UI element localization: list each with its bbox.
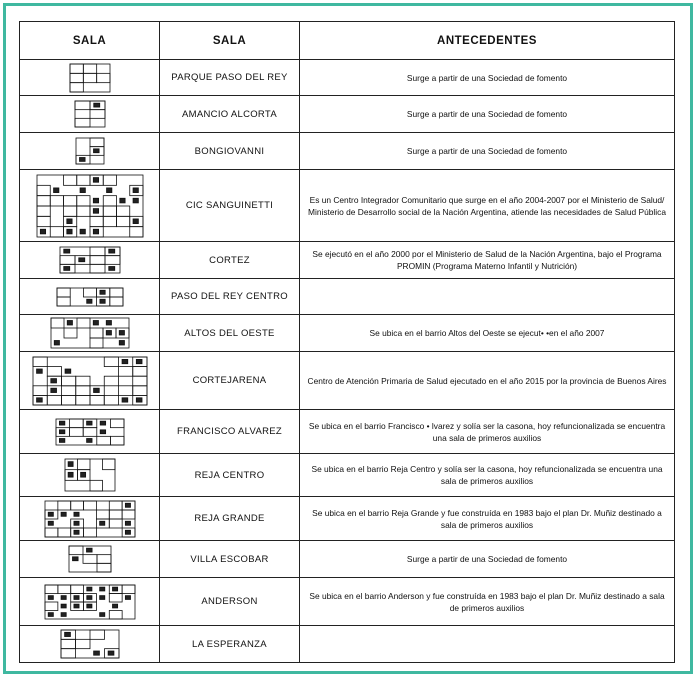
antecedentes-cell <box>300 279 675 315</box>
sala-plan-cell <box>20 242 160 279</box>
sala-name-cell: REJA GRANDE <box>160 497 300 541</box>
antecedentes-cell: Surge a partir de una Sociedad de fomento <box>300 133 675 170</box>
sala-name-cell: ANDERSON <box>160 578 300 626</box>
table-row <box>20 96 675 133</box>
floor-plan-icon <box>20 356 159 406</box>
table-row <box>20 410 675 454</box>
header-antecedentes: ANTECEDENTES <box>300 22 675 60</box>
table-row <box>20 242 675 279</box>
sala-plan-cell <box>20 578 160 626</box>
table-row <box>20 170 675 242</box>
floor-plan-icon <box>20 287 159 307</box>
header-sala-plan: SALA <box>20 22 160 60</box>
floor-plan-icon <box>20 100 159 128</box>
antecedentes-cell: Se ubica en el barrio Anderson y fue construída en 1983 bajo el plan Dr. Muñiz destinado a sala de primeros auxilios <box>300 578 675 626</box>
antecedentes-cell: Surge a partir de una Sociedad de fomento <box>300 60 675 96</box>
sala-plan-cell <box>20 279 160 315</box>
sala-plan-cell <box>20 352 160 410</box>
sala-name-cell: AMANCIO ALCORTA <box>160 96 300 133</box>
floor-plan-icon <box>20 500 159 538</box>
table-body <box>20 60 675 663</box>
table-row <box>20 626 675 663</box>
table-row <box>20 60 675 96</box>
table-header-row <box>20 22 675 60</box>
sala-name-cell: BONGIOVANNI <box>160 133 300 170</box>
sala-name-cell: LA ESPERANZA <box>160 626 300 663</box>
table-row <box>20 352 675 410</box>
table-row <box>20 541 675 578</box>
sala-plan-cell <box>20 626 160 663</box>
sala-plan-cell <box>20 410 160 454</box>
sala-name-cell: VILLA ESCOBAR <box>160 541 300 578</box>
table-row <box>20 454 675 497</box>
antecedentes-cell: Centro de Atención Primaria de Salud ejecutado en el año 2015 por la provincia de Buenos Aires <box>300 352 675 410</box>
table-row <box>20 279 675 315</box>
floor-plan-icon <box>20 63 159 93</box>
antecedentes-cell: Surge a partir de una Sociedad de fomento <box>300 541 675 578</box>
sala-plan-cell <box>20 96 160 133</box>
table-row <box>20 497 675 541</box>
sala-plan-cell <box>20 133 160 170</box>
sala-plan-cell <box>20 315 160 352</box>
table-row <box>20 315 675 352</box>
antecedentes-cell <box>300 626 675 663</box>
salas-table <box>19 21 675 663</box>
antecedentes-cell: Se ubica en el barrio Reja Centro y solía ser la casona, hoy refuncionalizada se encuentra una sala de primeros auxilios <box>300 454 675 497</box>
floor-plan-icon <box>20 584 159 620</box>
sala-name-cell: FRANCISCO ALVAREZ <box>160 410 300 454</box>
sala-name-cell: REJA CENTRO <box>160 454 300 497</box>
sala-plan-cell <box>20 60 160 96</box>
floor-plan-icon <box>20 458 159 492</box>
antecedentes-cell: Se ubica en el barrio Reja Grande y fue construída en 1983 bajo el plan Dr. Muñiz destinado a sala de primeros auxilios <box>300 497 675 541</box>
header-sala-name: SALA <box>160 22 300 60</box>
antecedentes-cell: Es un Centro Integrador Comunitario que surge en el año 2004-2007 por el Ministerio de Salud/ Ministerio de Desarrollo social de la Nación Argentina, atiende las necesidades de Salud Pública <box>300 170 675 242</box>
floor-plan-icon <box>20 137 159 165</box>
floor-plan-icon <box>20 246 159 274</box>
sala-name-cell: CORTEZ <box>160 242 300 279</box>
sala-name-cell: PARQUE PASO DEL REY <box>160 60 300 96</box>
table-row <box>20 578 675 626</box>
floor-plan-icon <box>20 545 159 573</box>
sala-plan-cell <box>20 497 160 541</box>
antecedentes-cell: Se ejecutó en el año 2000 por el Ministerio de Salud de la Nación Argentina, bajo el Programa PROMIN (Programa Materno Infantil y Nutrición) <box>300 242 675 279</box>
sala-name-cell: ALTOS DEL OESTE <box>160 315 300 352</box>
floor-plan-icon <box>20 174 159 238</box>
antecedentes-cell: Se ubica en el barrio Altos del Oeste se ejecut• •en el año 2007 <box>300 315 675 352</box>
sala-name-cell: CIC SANGUINETTI <box>160 170 300 242</box>
sala-plan-cell <box>20 454 160 497</box>
sala-name-cell: CORTEJARENA <box>160 352 300 410</box>
floor-plan-icon <box>20 629 159 659</box>
antecedentes-cell: Surge a partir de una Sociedad de fomento <box>300 96 675 133</box>
sala-name-cell: PASO DEL REY CENTRO <box>160 279 300 315</box>
antecedentes-cell: Se ubica en el barrio Francisco • lvarez y solía ser la casona, hoy refuncionalizada se encuentra una sala de primeros auxilios <box>300 410 675 454</box>
table-row <box>20 133 675 170</box>
floor-plan-icon <box>20 418 159 446</box>
sala-plan-cell <box>20 541 160 578</box>
floor-plan-icon <box>20 317 159 349</box>
sala-plan-cell <box>20 170 160 242</box>
